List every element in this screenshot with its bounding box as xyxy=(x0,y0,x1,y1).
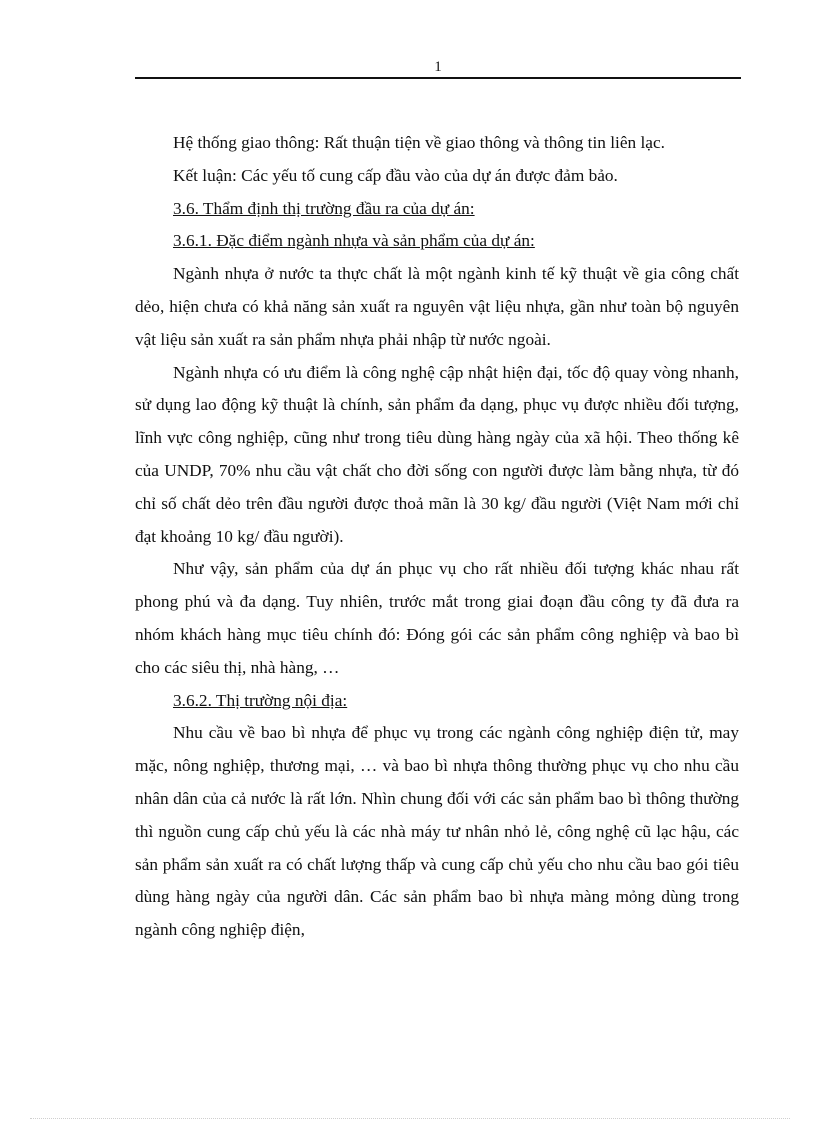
paragraph-domestic-demand: Nhu cầu về bao bì nhựa để phục vụ trong các ngành công nghiệp điện tử, may mặc, nông nghiệp, thương mại, … và bao bì nhựa thông thường phục vụ cho nhu cầu nhân dân của cả nước là rất lớn. Nhìn chung đối với các sản phẩm bao bì thông thường thì nguồn cung cấp chủ yếu là các nhà máy tư nhân nhỏ lẻ, công nghệ cũ lạc hậu, các sản phẩm sản xuất ra có chất lượng thấp và cung cấp chủ yếu cho nhu cầu bao gói tiêu dùng hàng ngày của người dân. Các sản phẩm bao bì nhựa màng mỏng dùng trong ngành công nghiệp điện, xyxy=(135,723,739,940)
paragraph-conclusion: Kết luận: Các yếu tố cung cấp đầu vào của dự án được đảm bảo. xyxy=(173,165,618,185)
section-heading-3-6-1: 3.6.1. Đặc điểm ngành nhựa và sản phẩm của dự án: xyxy=(173,231,535,251)
paragraph-plastics-industry: Ngành nhựa ở nước ta thực chất là một ngành kinh tế kỹ thuật về gia công chất dẻo, hiện chưa có khả năng sản xuất ra nguyên vật liệu nhựa, gần như toàn bộ nguyên vật liệu sản xuất ra sản phẩm nhựa phải nhập từ nước ngoài. xyxy=(135,264,739,349)
page-number: 1 xyxy=(434,59,442,75)
footer-dotted-line xyxy=(30,1118,790,1119)
paragraph-transport: Hệ thống giao thông: Rất thuận tiện về giao thông và thông tin liên lạc. xyxy=(173,133,665,152)
paragraph-target-customers: Như vậy, sản phẩm của dự án phục vụ cho rất nhiều đối tượng khác nhau rất phong phú và đa dạng. Tuy nhiên, trước mắt trong giai đoạn đầu công ty đã đưa ra nhóm khách hàng mục tiêu chính đó: Đóng gói các sản phẩm công nghiệp và bao bì cho các siêu thị, nhà hàng, … xyxy=(135,559,739,677)
document-body xyxy=(135,127,739,947)
paragraph-plastics-advantages: Ngành nhựa có ưu điểm là công nghệ cập nhật hiện đại, tốc độ quay vòng nhanh, sử dụng lao động kỹ thuật là chính, sản phẩm đa dạng, phục vụ được nhiều đối tượng, lĩnh vực công nghiệp, cũng như trong tiêu dùng hàng ngày của xã hội. Theo thống kê của UNDP, 70% nhu cầu vật chất cho đời sống con người được làm bằng nhựa, từ đó chỉ số chất dẻo trên đầu người được thoả mãn là 30 kg/ đầu người (Việt Nam mới chỉ đạt khoảng 10 kg/ đầu người). xyxy=(135,362,739,546)
section-heading-3-6: 3.6. Thẩm định thị trường đầu ra của dự án: xyxy=(173,198,475,218)
header-rule xyxy=(135,77,741,79)
section-heading-3-6-2: 3.6.2. Thị trường nội địa: xyxy=(173,690,348,710)
